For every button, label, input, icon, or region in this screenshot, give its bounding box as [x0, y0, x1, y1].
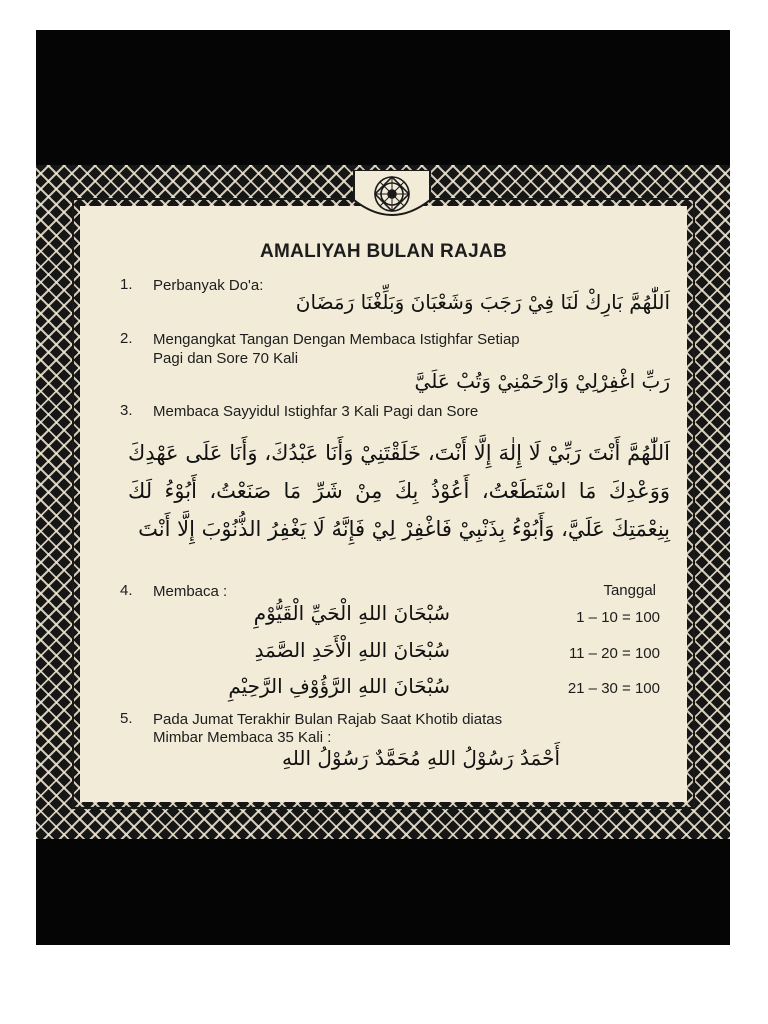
- item-text: Mengangkat Tangan Dengan Membaca Istighfar Setiap: [153, 331, 520, 348]
- item-number: 2.: [120, 330, 133, 347]
- item-text: Pada Jumat Terakhir Bulan Rajab Saat Khotib diatas: [153, 711, 503, 728]
- arabic-prayer: أَحْمَدُ رَسُوْلُ اللهِ مُحَمَّدٌ رَسُوْلُ اللهِ: [282, 746, 560, 770]
- item-text: Membaca Sayyidul Istighfar 3 Kali Pagi dan Sore: [153, 403, 479, 420]
- item-text: Perbanyak Do'a:: [153, 277, 264, 294]
- dzikir-date: 1 – 10 = 100: [576, 609, 660, 626]
- dzikir-text: سُبْحَانَ اللهِ الْحَيِّ الْقَيُّوْمِ: [253, 601, 450, 625]
- dzikir-text: سُبْحَانَ اللهِ الرَّؤُوْفِ الرَّحِيْمِ: [228, 674, 450, 698]
- item-number: 3.: [120, 402, 133, 419]
- arabic-prayer: رَبِّ اغْفِرْلِيْ وَارْحَمْنِيْ وَتُبْ عَلَيَّ: [414, 369, 670, 393]
- item-number: 1.: [120, 276, 133, 293]
- item-number: 4.: [120, 582, 133, 599]
- dzikir-text: سُبْحَانَ اللهِ الْأَحَدِ الصَّمَدِ: [254, 638, 450, 662]
- page-title: AMALIYAH BULAN RAJAB: [259, 241, 508, 262]
- dzikir-date: 21 – 30 = 100: [567, 680, 660, 697]
- item-text: Mimbar Membaca 35 Kali :: [153, 729, 332, 746]
- column-header-tanggal: Tanggal: [603, 582, 656, 599]
- arabic-prayer: اَللّٰهُمَّ بَارِكْ لَنَا فِيْ رَجَبَ وَشَعْبَانَ وَبَلِّغْنَا رَمَضَانَ: [295, 290, 670, 314]
- dzikir-date: 11 – 20 = 100: [568, 645, 660, 662]
- item-text: Pagi dan Sore 70 Kali: [153, 350, 299, 367]
- arabic-sayyidul-istighfar: اَللّٰهُمَّ أَنْتَ رَبِّيْ لَا إِلٰهَ إِلَّا أَنْتَ، خَلَقْتَنِيْ وَأَنَا عَبْدُكَ، وَأَنَا عَلَى عَهْدِكَ وَوَعْدِكَ مَا اسْتَطَعْتُ، أَعُوْذُ بِكَ مِنْ شَرِّ مَا صَنَعْتُ، أَبُوْءُ لَكَ بِنِعْمَتِكَ عَلَيَّ، وَأَبُوْءُ بِذَنْبِيْ فَاغْفِرْ لِيْ فَإِنَّهُ لَا يَغْفِرُ الذُّنُوْبَ إِلَّا أَنْتَ: [128, 441, 670, 541]
- emblem-ornament-icon: [348, 170, 436, 226]
- item-text: Membaca :: [153, 583, 228, 600]
- item-number: 5.: [120, 710, 133, 727]
